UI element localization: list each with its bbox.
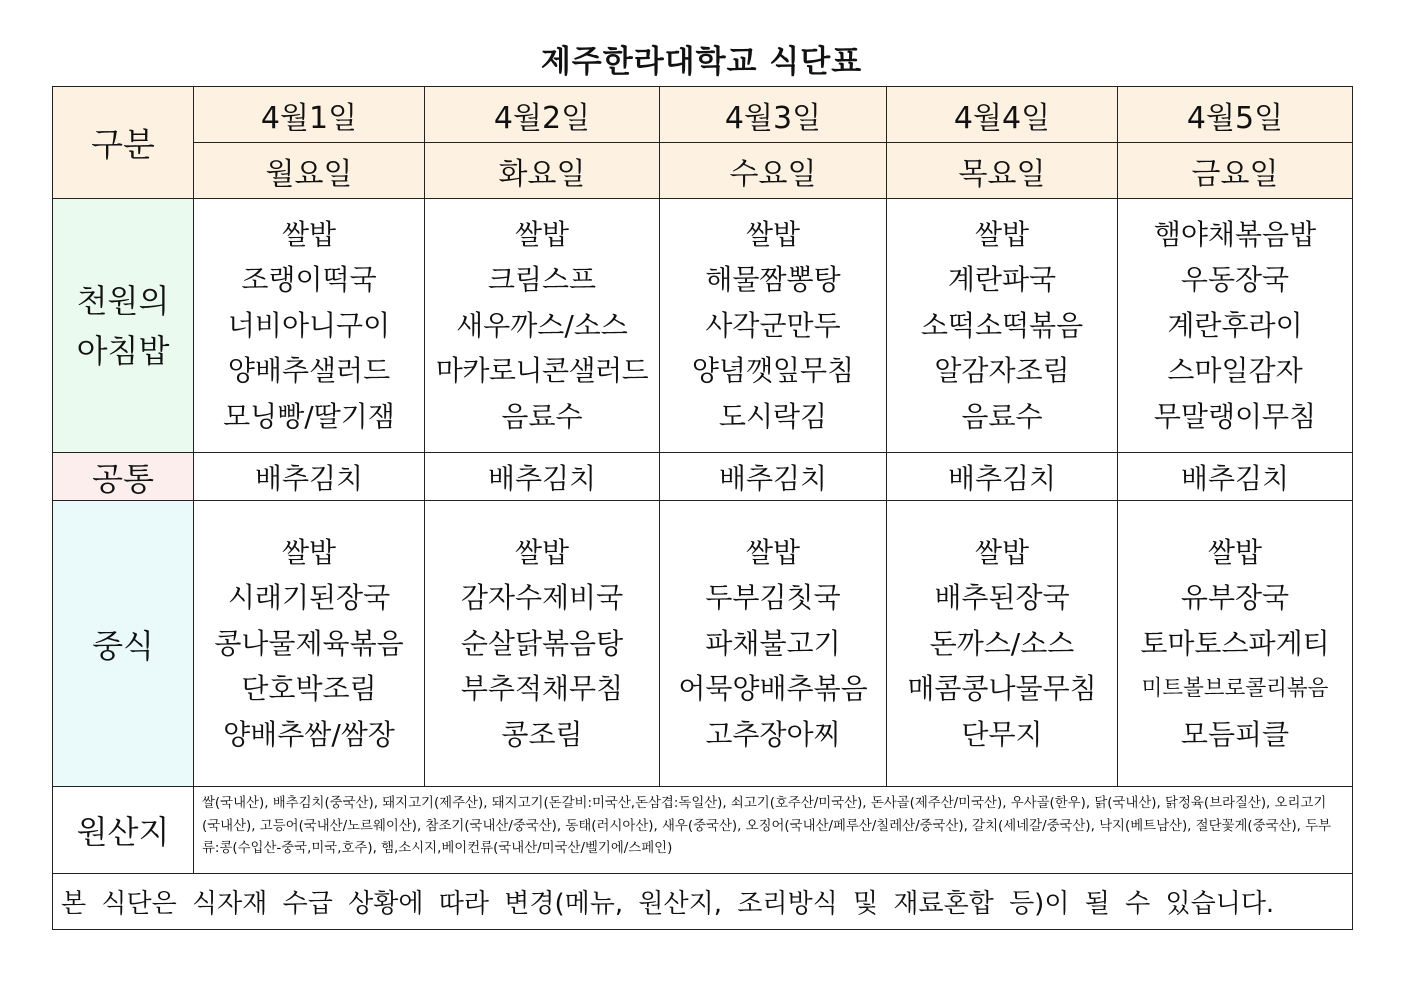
menu-item: 단호박조림	[241, 672, 377, 706]
menu-item: 양배추쌈/쌈장	[223, 717, 395, 751]
menu-item: 무말랭이무침	[1153, 399, 1317, 433]
menu-item: 계란후라이	[1167, 308, 1303, 342]
date-cell: 4월2일	[425, 87, 660, 143]
menu-item: 우동장국	[1180, 263, 1290, 297]
menu-item: 크림스프	[487, 263, 597, 297]
menu-item: 쌀밥	[281, 535, 337, 569]
menu-item: 쌀밥	[974, 217, 1030, 251]
notice-text: 본 식단은 식자재 수급 상황에 따라 변경(메뉴, 원산지, 조리방식 및 재료혼합 등)이 될 수 있습니다.	[53, 874, 1353, 930]
menu-item: 토마토스파게티	[1140, 626, 1330, 660]
menu-item: 너비아니구이	[227, 308, 391, 342]
breakfast-menu-wed	[660, 199, 887, 453]
lunch-label: 중식	[53, 501, 194, 787]
breakfast-menu-mon	[194, 199, 425, 453]
origin-text: 쌀(국내산), 배추김치(중국산), 돼지고기(제주산), 돼지고기(돈갈비:미국산,돈삼겹:독일산), 쇠고기(호주산/미국산), 돈사골(제주산/미국산), 우사골(한우), 닭(국내산), 닭정육(브라질산), 오리고기(국내산), 고등어(국내산/노르웨이산), 참조기(국내산/중국산), 동태(러시아산), 새우(중국산), 오징어(국내산/페루산/칠레산/중국산), 갈치(세네갈/중국산), 낙지(베트남산), 절단꽃게(중국산), 두부류:콩(수입산-중국,미국,호주), 햄,소시지,베이컨류(국내산/미국산/벨기에/스페인)	[194, 787, 1353, 874]
common-label: 공통	[53, 453, 194, 501]
menu-item: 두부김칫국	[705, 581, 841, 615]
menu-item: 단무지	[961, 717, 1043, 751]
weekday-cell: 금요일	[1118, 143, 1353, 199]
breakfast-menu-fri	[1118, 199, 1353, 453]
menu-item: 쌀밥	[514, 217, 570, 251]
weekday-cell: 월요일	[194, 143, 425, 199]
common-item: 배추김치	[194, 453, 425, 501]
lunch-menu-tue	[425, 501, 660, 787]
weekday-row	[53, 143, 1353, 199]
menu-item: 양배추샐러드	[227, 354, 391, 388]
breakfast-menu-tue	[425, 199, 660, 453]
date-cell: 4월3일	[660, 87, 887, 143]
menu-item: 알감자조림	[934, 354, 1070, 388]
common-item: 배추김치	[887, 453, 1118, 501]
date-cell: 4월5일	[1118, 87, 1353, 143]
menu-item: 모듬피클	[1180, 717, 1290, 751]
menu-item: 매콤콩나물무침	[907, 672, 1097, 706]
common-item: 배추김치	[1118, 453, 1353, 501]
menu-item: 순살닭볶음탕	[460, 626, 624, 660]
notice-row	[53, 874, 1353, 930]
date-cell: 4월1일	[194, 87, 425, 143]
menu-item: 부추적채무침	[460, 672, 624, 706]
menu-item: 새우까스/소스	[456, 308, 628, 342]
menu-item: 고추장아찌	[705, 717, 841, 751]
weekday-cell: 화요일	[425, 143, 660, 199]
weekday-cell: 수요일	[660, 143, 887, 199]
menu-item: 사각군만두	[705, 308, 841, 342]
menu-item: 콩나물제육볶음	[214, 626, 404, 660]
lunch-menu-thu	[887, 501, 1118, 787]
breakfast-label-line1: 천원의	[76, 281, 170, 320]
menu-item: 콩조림	[501, 717, 583, 751]
lunch-row	[53, 501, 1353, 787]
menu-item: 계란파국	[947, 263, 1057, 297]
date-row	[53, 87, 1353, 143]
menu-item: 쌀밥	[281, 217, 337, 251]
menu-item: 음료수	[961, 399, 1043, 433]
menu-item: 쌀밥	[514, 535, 570, 569]
menu-item: 파채불고기	[705, 626, 841, 660]
menu-item: 감자수제비국	[460, 581, 624, 615]
menu-item: 해물짬뽕탕	[705, 263, 841, 297]
origin-row	[53, 787, 1353, 874]
menu-item: 마카로니콘샐러드	[435, 354, 649, 388]
menu-item: 조랭이떡국	[241, 263, 377, 297]
date-cell: 4월4일	[887, 87, 1118, 143]
breakfast-label-line2: 아침밥	[76, 331, 170, 370]
common-item: 배추김치	[425, 453, 660, 501]
menu-item: 양념깻잎무침	[691, 354, 855, 388]
menu-item: 어묵양배추볶음	[678, 672, 868, 706]
lunch-menu-wed	[660, 501, 887, 787]
breakfast-label	[53, 199, 194, 453]
menu-item: 배추된장국	[934, 581, 1070, 615]
menu-item: 쌀밥	[1207, 535, 1263, 569]
menu-item: 소떡소떡볶음	[920, 308, 1084, 342]
common-row	[53, 453, 1353, 501]
menu-item: 햄야채볶음밥	[1153, 217, 1317, 251]
menu-item: 도시락김	[718, 399, 828, 433]
menu-table	[52, 86, 1353, 930]
lunch-menu-fri	[1118, 501, 1353, 787]
menu-item: 음료수	[501, 399, 583, 433]
menu-item: 시래기된장국	[227, 581, 391, 615]
menu-item: 돈까스/소스	[929, 626, 1075, 660]
menu-item: 쌀밥	[745, 217, 801, 251]
menu-item: 모닝빵/딸기잼	[223, 399, 395, 433]
menu-item: 유부장국	[1180, 581, 1290, 615]
menu-item: 스마일감자	[1167, 354, 1303, 388]
common-item: 배추김치	[660, 453, 887, 501]
menu-item: 미트볼브로콜리볶음	[1141, 676, 1329, 702]
lunch-menu-mon	[194, 501, 425, 787]
menu-item: 쌀밥	[974, 535, 1030, 569]
breakfast-row	[53, 199, 1353, 453]
weekday-cell: 목요일	[887, 143, 1118, 199]
category-header: 구분	[53, 87, 194, 199]
menu-item: 쌀밥	[745, 535, 801, 569]
origin-label: 원산지	[53, 787, 194, 874]
breakfast-menu-thu	[887, 199, 1118, 453]
page-title: 제주한라대학교 식단표	[540, 44, 863, 80]
